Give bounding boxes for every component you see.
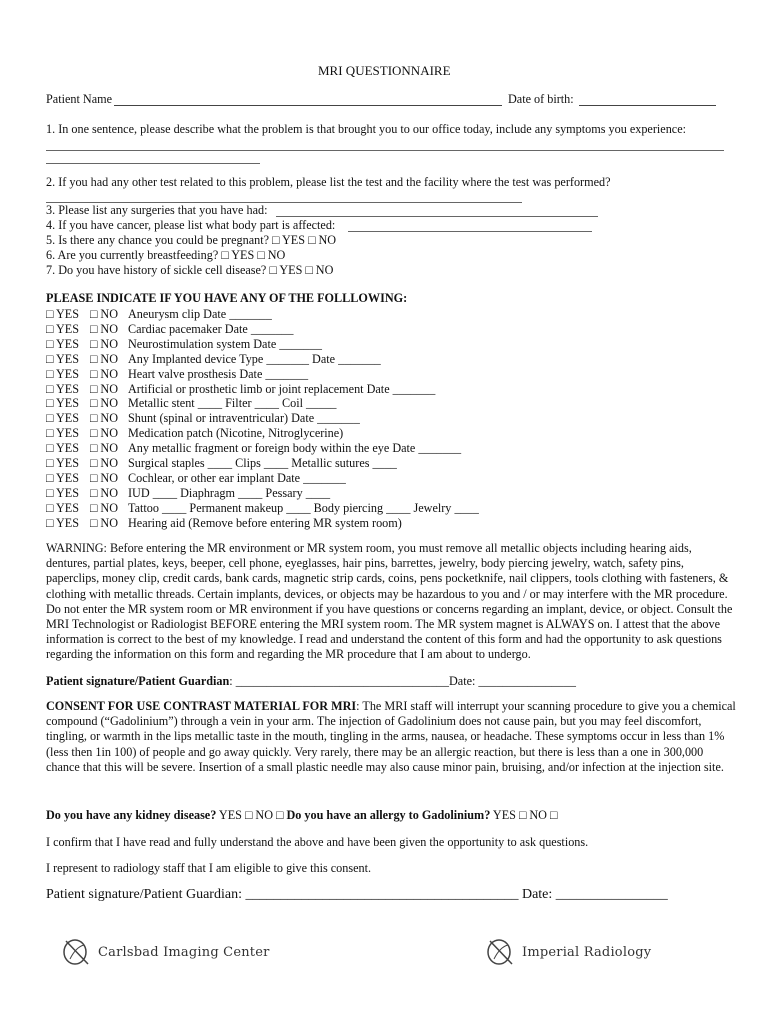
no-checkbox[interactable]: □ NO [90,485,119,500]
signature-1-field[interactable]: : ___________________________________ [229,674,449,688]
checklist-item-label: Heart valve prosthesis Date _______ [128,366,309,381]
checklist-row [46,352,736,367]
signature-2-field[interactable]: _______________________________________ [245,887,519,902]
checklist-row [46,471,736,486]
allergy-question: Do you have an allergy to Gadolinium? [286,808,491,822]
no-checkbox[interactable]: □ NO [90,500,119,515]
question-5: 5. Is there any chance you could be pregnant? □ YES □ NO [46,233,337,247]
checklist-item-label: Cochlear, or other ear implant Date _______ [128,470,346,485]
kidney-options[interactable]: YES □ NO □ [216,808,287,822]
imperial-radiology-logo [484,937,651,967]
no-checkbox[interactable]: □ NO [90,515,119,530]
yes-checkbox[interactable]: □ YES [46,411,79,426]
checklist-row [46,486,736,501]
checklist-item-label: Any metallic fragment or foreign body within the eye Date _______ [128,441,462,456]
checklist-item-label: Any Implanted device Type _______ Date _______ [128,351,381,366]
kidney-allergy-question [46,808,557,823]
no-checkbox[interactable]: □ NO [90,470,119,485]
checklist-item-label: Shunt (spinal or intraventricular) Date _______ [128,411,360,426]
yes-checkbox[interactable]: □ YES [46,441,79,456]
no-checkbox[interactable]: □ NO [90,307,119,321]
checklist-row [46,367,736,382]
checklist-row [46,516,736,531]
question-1-answer-line-1[interactable] [46,150,724,151]
yes-checkbox[interactable]: □ YES [46,366,79,381]
no-checkbox[interactable]: □ NO [90,441,119,456]
allergy-options[interactable]: YES □ NO □ [490,808,558,822]
no-checkbox[interactable]: □ NO [90,381,119,396]
consent-body: : The MRI staff will interrupt your scanning procedure to give you a chemical compound (“Gadolinium”) through a vein in your arm. The injection of Gadolinium does not cause pain, but you may feel discomfort, tingling, or warmth in the lips metallic taste in the mouth, tingling in the arms, nausea, or headache. These symptoms occur in less than 1% (less then 1in 100) of people and go away quickly. Very rarely, there may be an allergic reaction, but there is less than a one in 300,000 chance that this will be severe. Insertion of a small plastic needle may also cause minor pain, bruising, and/or infection at the injection site. [46,699,736,774]
signature-1-label: Patient signature/Patient Guardian [46,674,230,688]
page-title: MRI QUESTIONNAIRE [318,63,451,78]
question-4-answer-line[interactable] [348,231,592,232]
no-checkbox[interactable]: □ NO [90,426,119,441]
no-checkbox[interactable]: □ NO [90,366,119,381]
checklist-row [46,501,736,516]
question-2: 2. If you had any other test related to this problem, please list the test and the facility where the test was performed? [46,175,611,189]
yes-checkbox[interactable]: □ YES [46,307,79,321]
yes-checkbox[interactable]: □ YES [46,396,79,411]
checklist-row [46,307,736,322]
warning-paragraph: WARNING: Before entering the MR environment or MR system room, you must remove all metallic objects including hearing aids, dentures, partial plates, keys, beeper, cell phone, eyeglasses, hair pins, barrettes, jewelry, body piercing jewelry, watch, safety pins, paperclips, money clip, credit cards, bank cards, magnetic strip cards, coins, pens pocketknife, nail clippers, tools clothing with fasteners, & clothing with metallic threads. Certain implants, devices, or objects may be hazardous to you and / or may interfere with the MR procedure. Do not enter the MR system room or MR environment if you have questions or concerns regarding an implant, device, or object. Consult the MRI Technologist or Radiologist BEFORE entering the MRI system room. The MR system magnet is ALWAYS on. I attest that the above information is correct to the best of my knowledge. I read and understand the content of this form and had the opportunity to ask questions regarding the information on this form and regarding the MR procedure that I am about to undergo. [46,541,733,662]
question-4: 4. If you have cancer, please list what body part is affected: [46,218,336,232]
yes-checkbox[interactable]: □ YES [46,426,79,441]
consent-heading: CONSENT FOR USE CONTRAST MATERIAL FOR MRI [46,699,357,713]
date-of-birth-label: Date of birth: [508,92,574,106]
yes-checkbox[interactable]: □ YES [46,351,79,366]
question-1-answer-line-2[interactable] [46,163,260,164]
carlsbad-logo-icon [60,937,94,967]
checklist-row [46,396,736,411]
yes-checkbox[interactable]: □ YES [46,336,79,351]
carlsbad-imaging-center-logo [60,937,270,967]
question-3: 3. Please list any surgeries that you have had: [46,203,268,217]
checklist-row [46,456,736,471]
signature-line-2 [46,887,668,903]
yes-checkbox[interactable]: □ YES [46,485,79,500]
patient-name-field[interactable] [114,105,502,106]
checklist-item-label: Surgical staples ____ Clips ____ Metallic sutures ____ [128,456,397,470]
yes-checkbox[interactable]: □ YES [46,456,79,470]
checklist-row [46,441,736,456]
date-of-birth-field[interactable] [579,105,716,106]
signature-line-1 [46,674,576,689]
patient-name-label: Patient Name [46,92,112,106]
question-1: 1. In one sentence, please describe what the problem is that brought you to our office today, include any symptoms you experience: [46,122,686,136]
checklist-item-label: Neurostimulation system Date _______ [128,336,322,351]
checklist-item-label: Hearing aid (Remove before entering MR system room) [128,515,402,530]
checklist-item-label: Medication patch (Nicotine, Nitroglycerine) [128,426,344,441]
yes-checkbox[interactable]: □ YES [46,470,79,485]
checklist-row [46,382,736,397]
checklist-item-label: Aneurysm clip Date _______ [128,307,272,321]
yes-checkbox[interactable]: □ YES [46,381,79,396]
imperial-logo-icon [484,937,518,967]
question-6: 6. Are you currently breastfeeding? □ YES □ NO [46,248,286,262]
no-checkbox[interactable]: □ NO [90,456,119,470]
checklist-row [46,337,736,352]
question-3-answer-line[interactable] [276,216,598,217]
consent-paragraph [46,699,736,775]
question-7: 7. Do you have history of sickle cell disease? □ YES □ NO [46,263,334,277]
kidney-question: Do you have any kidney disease? [46,808,217,822]
checklist-item-label: Cardiac pacemaker Date _______ [128,321,294,336]
yes-checkbox[interactable]: □ YES [46,515,79,530]
no-checkbox[interactable]: □ NO [90,396,119,411]
yes-checkbox[interactable]: □ YES [46,321,79,336]
checklist-row [46,426,736,441]
no-checkbox[interactable]: □ NO [90,321,119,336]
yes-checkbox[interactable]: □ YES [46,500,79,515]
no-checkbox[interactable]: □ NO [90,351,119,366]
checklist-item-label: IUD ____ Diaphragm ____ Pessary ____ [128,485,331,500]
checklist-item-label: Metallic stent ____ Filter ____ Coil _____ [128,396,337,411]
checklist-row [46,411,736,426]
carlsbad-logo-text: Carlsbad Imaging Center [98,944,270,960]
represent-statement: I represent to radiology staff that I am eligible to give this consent. [46,861,372,875]
signature-1-date[interactable]: Date: ________________ [448,674,576,688]
checklist-row [46,322,736,337]
no-checkbox[interactable]: □ NO [90,411,119,426]
checklist-item-label: Artificial or prosthetic limb or joint replacement Date _______ [128,381,436,396]
indicate-heading: PLEASE INDICATE IF YOU HAVE ANY OF THE FOLLLOWING: [46,291,408,305]
imperial-logo-text: Imperial Radiology [522,944,652,960]
confirm-statement: I confirm that I have read and fully understand the above and have been given the opportunity to ask questions. [46,835,589,849]
signature-2-date[interactable]: Date: ________________ [521,887,668,902]
no-checkbox[interactable]: □ NO [90,336,119,351]
signature-2-label: Patient signature/Patient Guardian: [46,887,242,902]
checklist-item-label: Tattoo ____ Permanent makeup ____ Body piercing ____ Jewelry ____ [128,500,479,515]
